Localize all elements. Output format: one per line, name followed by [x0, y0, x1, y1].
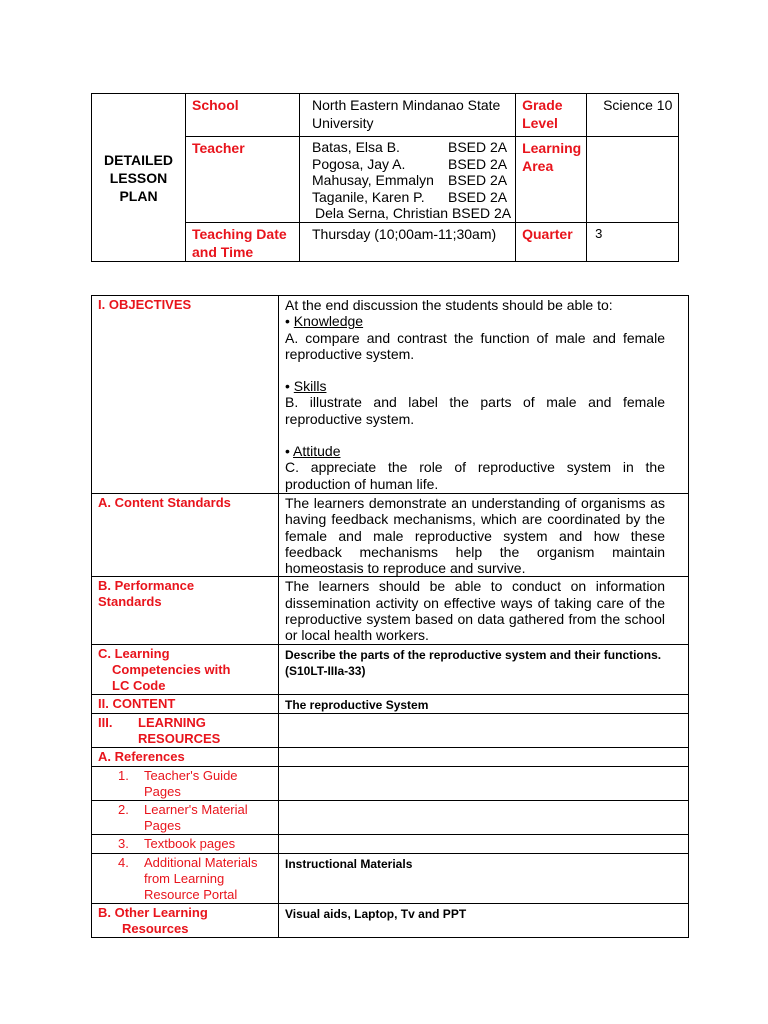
teachers-guide-label: 1. Teacher's Guide Pages: [92, 766, 279, 800]
textbook-pages-value: [279, 834, 689, 853]
competencies-text: Describe the parts of the reproductive system and their functions. (S10LT-IIIa-33): [279, 644, 689, 694]
learners-material-value: [279, 800, 689, 834]
school-label: School: [186, 94, 300, 137]
teacher-line: Taganile, Karen P. BSED 2A: [312, 188, 508, 205]
teacher-list: [300, 137, 516, 223]
skills-title: Skills: [293, 378, 327, 395]
header-table: [91, 93, 679, 262]
objectives-label: I. OBJECTIVES: [92, 296, 279, 494]
attitude-title: Attitude: [293, 443, 341, 460]
competencies-label: C. Learning Competencies with LC Code: [92, 644, 279, 694]
teachers-guide-value: [279, 766, 689, 800]
content-standards-text: The learners demonstrate an understanding of organisms as having feedback mechanisms, which are coordinated by the female and male reproductive system and how these feedback mechanisms help the organism maintain homeostasis to reproduce and survive.: [279, 494, 689, 577]
performance-standards-label: B. Performance Standards: [92, 577, 279, 644]
content-text: The reproductive System: [279, 694, 689, 713]
learning-area-value: [587, 137, 679, 223]
learning-area-label: Learning Area: [516, 137, 587, 223]
references-value: [279, 747, 689, 766]
teacher-line: Pogosa, Jay A. BSED 2A: [312, 155, 508, 172]
knowledge-title: Knowledge: [293, 313, 364, 330]
objectives-content: At the end discussion the students should be able to: • Knowledge A. compare and contrast the function of male and female reproductive system. • Skills B. illustrate and label the parts of male and female reproductive system. • Attitude C. appreciate the role of reproductive system in the production of human life.: [279, 296, 689, 494]
school-value: North Eastern Mindanao State University: [300, 94, 516, 137]
additional-materials-label: 4. Additional Materials from Learning Resource Portal: [92, 853, 279, 903]
other-resources-label: B. Other Learning Resources: [92, 903, 279, 937]
grade-level-value: Science 10: [587, 94, 679, 137]
teacher-label: Teacher: [186, 137, 300, 223]
additional-materials-value: Instructional Materials: [279, 853, 689, 903]
teaching-date-value: Thursday (10;00am-11;30am): [300, 223, 516, 262]
other-resources-text: Visual aids, Laptop, Tv and PPT: [279, 903, 689, 937]
content-standards-label: A. Content Standards: [92, 494, 279, 577]
learning-resources-value: [279, 713, 689, 747]
teacher-line: Batas, Elsa B. BSED 2A: [312, 139, 508, 155]
performance-standards-text: The learners should be able to conduct on information dissemination activity on effective ways of taking care of the reproductive system based on data gathered from the school or local health workers.: [279, 577, 689, 644]
content-label: II. CONTENT: [92, 694, 279, 713]
document-title: DETAILED LESSON PLAN: [92, 94, 186, 262]
teaching-date-label: Teaching Date and Time: [186, 223, 300, 262]
lesson-plan-table: [91, 295, 689, 938]
teacher-line: Dela Serna, Christian BSED 2A: [315, 205, 512, 221]
references-label: A. References: [92, 747, 279, 766]
learners-material-label: 2. Learner's Material Pages: [92, 800, 279, 834]
teacher-line: Mahusay, Emmalyn BSED 2A: [312, 172, 508, 188]
learning-resources-label: III. LEARNING RESOURCES: [92, 713, 279, 747]
quarter-label: Quarter: [516, 223, 587, 262]
grade-level-label: Grade Level: [516, 94, 587, 137]
textbook-pages-label: 3. Textbook pages: [92, 834, 279, 853]
quarter-value: 3: [587, 223, 679, 262]
